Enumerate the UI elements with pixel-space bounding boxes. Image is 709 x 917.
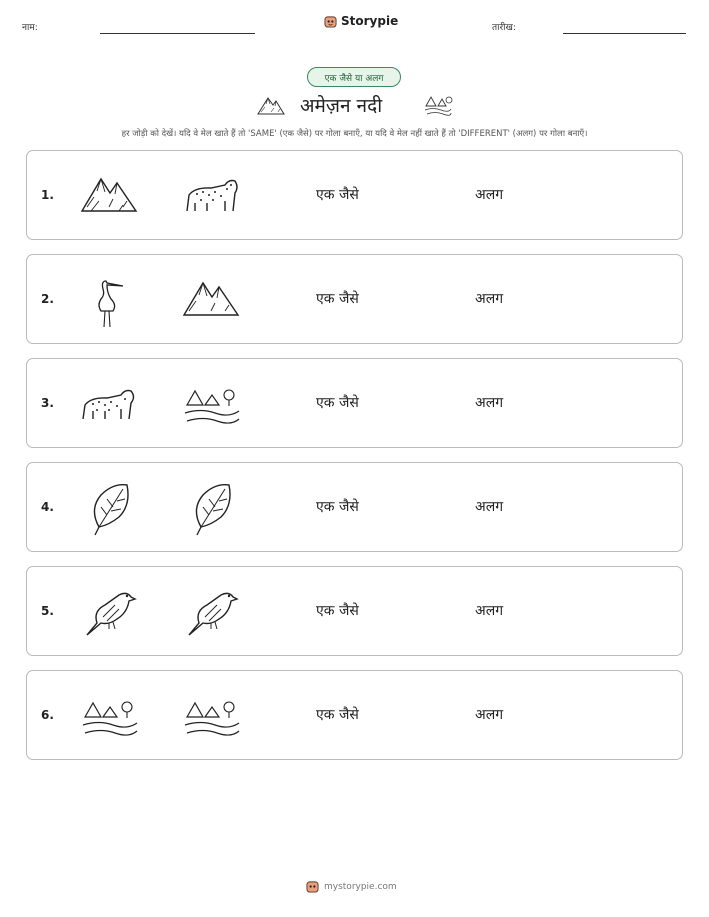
bird-icon [181, 583, 241, 641]
brand-name: Storypie [341, 14, 399, 28]
village-icon [181, 687, 241, 745]
pair-card-6 [26, 670, 683, 760]
storypie-icon [324, 15, 337, 28]
same-option[interactable]: एक जैसे [316, 707, 359, 723]
mountain-icon [79, 167, 139, 225]
pair-card-4 [26, 462, 683, 552]
pair-card-3 [26, 358, 683, 448]
same-option[interactable]: एक जैसे [316, 603, 359, 619]
worksheet-type-badge: एक जैसे या अलग [307, 67, 401, 87]
brand-logo [324, 14, 398, 28]
different-option[interactable]: अलग [475, 707, 504, 723]
bird-icon [79, 583, 139, 641]
leaf-icon [79, 479, 139, 537]
jaguar-icon [79, 375, 139, 433]
item-number: 1. [41, 188, 54, 202]
different-option[interactable]: अलग [475, 499, 504, 515]
item-number: 3. [41, 396, 54, 410]
different-option[interactable]: अलग [475, 187, 504, 203]
jaguar-icon [181, 167, 241, 225]
pair-card-1 [26, 150, 683, 240]
page-title: अमेज़न नदी [300, 95, 383, 117]
item-number: 5. [41, 604, 54, 618]
same-option[interactable]: एक जैसे [316, 187, 359, 203]
leaf-icon [181, 479, 241, 537]
footer-url[interactable]: mystorypie.com [324, 881, 397, 892]
mountain-icon [181, 271, 241, 329]
same-option[interactable]: एक जैसे [316, 395, 359, 411]
pair-card-5 [26, 566, 683, 656]
different-option[interactable]: अलग [475, 603, 504, 619]
mountain-icon [256, 92, 286, 118]
name-field[interactable] [100, 33, 255, 34]
same-option[interactable]: एक जैसे [316, 499, 359, 515]
item-number: 2. [41, 292, 54, 306]
village-icon [181, 375, 241, 433]
item-number: 4. [41, 500, 54, 514]
village-icon [423, 92, 453, 118]
storypie-icon [306, 880, 319, 893]
pair-card-2 [26, 254, 683, 344]
date-label: तारीख: [492, 23, 516, 33]
name-label: नाम: [22, 23, 38, 33]
item-number: 6. [41, 708, 54, 722]
heron-icon [79, 271, 139, 329]
date-field[interactable] [563, 33, 686, 34]
different-option[interactable]: अलग [475, 291, 504, 307]
instructions: हर जोड़ी को देखें। यदि वे मेल खाते हैं तो 'SAME' (एक जैसे) पर गोला बनाएँ, या यदि वे मेल नहीं खाते हैं तो 'DIFFERENT' (अलग) पर गोला बनाएँ। [121, 129, 588, 139]
different-option[interactable]: अलग [475, 395, 504, 411]
footer [306, 880, 397, 893]
same-option[interactable]: एक जैसे [316, 291, 359, 307]
village-icon [79, 687, 139, 745]
